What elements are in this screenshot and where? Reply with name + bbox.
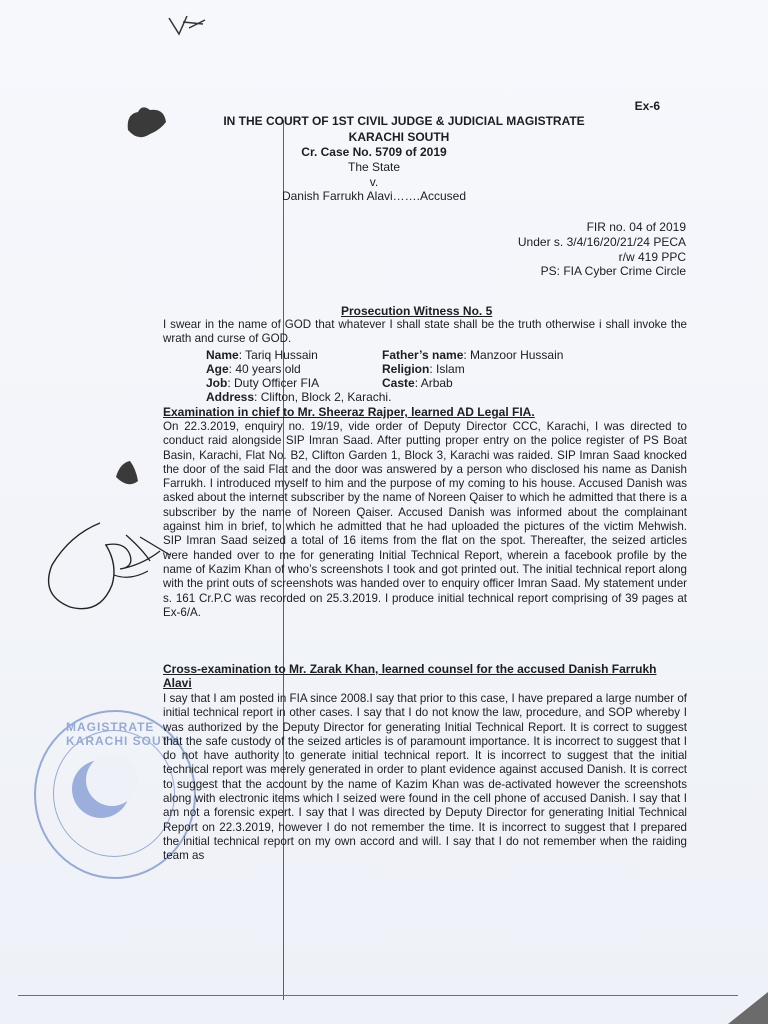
exhibit-label: Ex-6 xyxy=(634,99,660,113)
signature-icon xyxy=(30,515,180,620)
page-corner xyxy=(728,992,768,1024)
court-location: KARACHI SOUTH xyxy=(348,130,450,144)
religion-row: Religion: Islam xyxy=(382,362,465,376)
initial-mark-icon xyxy=(165,12,210,40)
fold-line-horizontal xyxy=(18,995,738,996)
witness-title: Prosecution Witness No. 5 xyxy=(341,304,493,318)
father-name-row: Father’s name: Manzoor Hussain xyxy=(382,348,564,362)
age-row: Age: 40 years old xyxy=(206,362,301,376)
court-title: IN THE COURT OF 1ST CIVIL JUDGE & JUDICIAL MAGISTRATE xyxy=(223,114,585,128)
oath-text: I swear in the name of GOD that whatever I shall state shall be the truth otherwise i shall invoke the wrath and curse of GOD. xyxy=(163,318,687,346)
witness-name-row: Name: Tariq Hussain xyxy=(206,348,318,362)
fir-rw: r/w 419 PPC xyxy=(618,250,686,264)
job-row: Job: Duty Officer FIA xyxy=(206,376,320,390)
ink-blot-icon xyxy=(110,455,145,495)
stamp-text: MAGISTRATE KARACHI SOUTH xyxy=(66,720,180,748)
cross-exam-text: I say that I am posted in FIA since 2008.I say that prior to this case, I have prepared a large number of initial technical report in other cases. I say that I do not know the law, procedure, and SOP whereby I was authorized by the Deputy Director for generating Initial Technical Report. It is correct to suggest that the safe custody of the seized articles is of paramount importance. It is incorrect to suggest that I do not have authority to generate initial technical report. It is incorrect to suggest that the initial technical report was merely generated in order to plant evidence against accused Danish. It is correct to suggest that the account by the name of Kazim Khan was de-activated however the screenshots along with electronic items which I seized were found in the cell phone of accused Danish. I say that I am not a forensic expert. I say that I was directed by Deputy Director for generating Initial Technical Report on 22.3.2019, however I do not remember the time. It is incorrect to suggest that I prepared the initial technical report on my own accord and will. I say that I do not remember when the raiding team as xyxy=(163,692,687,863)
fir-sections: Under s. 3/4/16/20/21/24 PECA xyxy=(517,235,686,249)
versus: v. xyxy=(369,175,379,189)
fir-police-station: PS: FIA Cyber Crime Circle xyxy=(540,264,686,278)
party-state: The State xyxy=(347,160,401,174)
address-row: Address: Clifton, Block 2, Karachi. xyxy=(206,390,392,404)
exam-in-chief-text: On 22.3.2019, enquiry no. 19/19, vide order of Deputy Director CCC, Karachi, I was directed to conduct raid alongside SIP Imran Saad. After putting proper entry on the police register of PS Boat Basin, Karachi, Flat No. B2, Clifton Garden 1, Block 3, Karachi was raided. SIP Imran Saad knocked the door of the said Flat and the door was answered by a person who disclosed his name as Danish Farrukh. I introduced myself to him and the purpose of my coming to his house. Accused Danish was asked about the internet subscriber by the name of Noreen Qaiser to which he admitted that there is a subscriber by the name of Noreen Qaiser. Accused Danish was informed about the complainant against him in brief, to which he admitted that he had uploaded the pictures of the victim Mehwish. SIP Imran Saad seized a total of 16 items from the flat on the spot. Thereafter, the seized articles were handed over to me for generating Initial Technical Report, wherein a facebook profile by the name of Kazim Khan of who’s screenshots I took and got printed out. The initial technical report along with the print outs of screenshots was handed over to enquiry officer Imran Saad. My statement under s. 161 Cr.P.C was recorded on 25.3.2019. I produce initial technical report comprising of 39 pages at Ex-6/A. xyxy=(163,420,687,619)
exam-in-chief-heading: Examination in chief to Mr. Sheeraz Rajper, learned AD Legal FIA. xyxy=(163,405,535,419)
case-number: Cr. Case No. 5709 of 2019 xyxy=(301,145,447,159)
caste-row: Caste: Arbab xyxy=(382,376,453,390)
cross-exam-heading: Cross-examination to Mr. Zarak Khan, learned counsel for the accused Danish Farrukh Alavi xyxy=(163,662,657,690)
party-accused: Danish Farrukh Alavi…….Accused xyxy=(281,189,467,203)
fir-number: FIR no. 04 of 2019 xyxy=(586,220,686,234)
